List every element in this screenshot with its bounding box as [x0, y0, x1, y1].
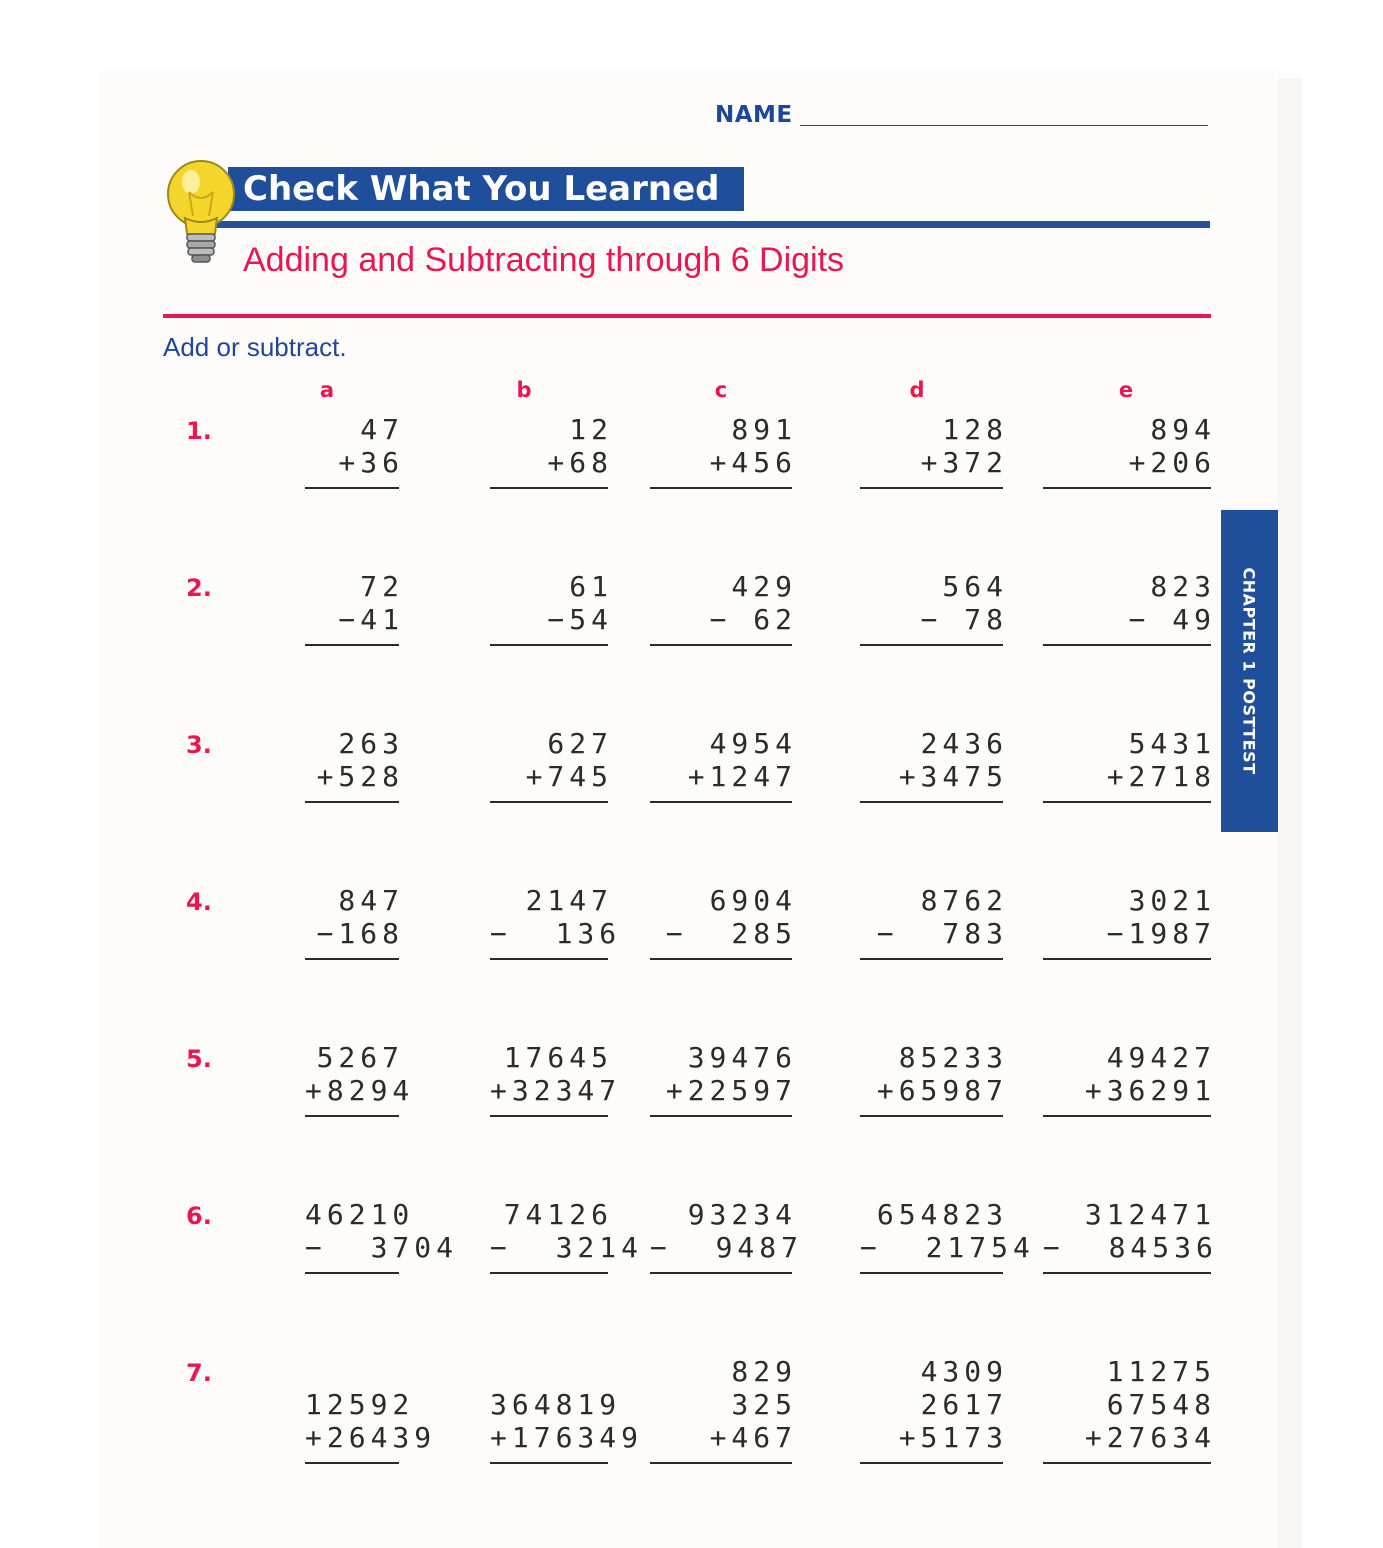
answer-line[interactable]: [860, 644, 1003, 646]
operand: 93234: [687, 1198, 797, 1231]
problem-row-number: 3.: [186, 731, 212, 759]
operand: 847: [338, 884, 404, 917]
math-problem: [490, 1198, 644, 1264]
math-problem: [650, 884, 797, 950]
answer-line[interactable]: [490, 644, 608, 646]
operand: 12592: [305, 1388, 415, 1421]
answer-line[interactable]: [1043, 958, 1211, 960]
math-problem: [650, 727, 797, 793]
answer-line[interactable]: [305, 487, 399, 489]
answer-line[interactable]: [490, 1272, 608, 1274]
answer-line[interactable]: [860, 958, 1003, 960]
operand: 312471: [1084, 1198, 1216, 1231]
column-letter-d: d: [909, 378, 925, 402]
answer-line[interactable]: [305, 1462, 399, 1464]
operand-with-operator: −168: [316, 917, 404, 950]
operand-with-operator: −54: [547, 603, 613, 636]
chapter-tab-label: CHAPTER 1 POSTTEST: [1239, 567, 1259, 775]
operand-with-operator: −1987: [1106, 917, 1216, 950]
math-problem: [1043, 1355, 1216, 1454]
operand-with-operator: +745: [525, 760, 613, 793]
red-rule: [163, 314, 1211, 318]
operand-with-operator: +1247: [687, 760, 797, 793]
operand: 891: [731, 413, 797, 446]
answer-line[interactable]: [1043, 1272, 1211, 1274]
operand-with-operator: − 783: [876, 917, 1008, 950]
operand-with-operator: +3475: [898, 760, 1008, 793]
operand-with-operator: +32347: [490, 1074, 622, 1107]
operand: 3021: [1128, 884, 1216, 917]
operand-with-operator: +27634: [1084, 1421, 1216, 1454]
operand: 429: [731, 570, 797, 603]
operand: 263: [338, 727, 404, 760]
operand: 128: [942, 413, 1008, 446]
answer-line[interactable]: [305, 1115, 399, 1117]
answer-line[interactable]: [650, 644, 792, 646]
worksheet-page: [98, 70, 1280, 1548]
operand: 17645: [503, 1041, 613, 1074]
math-problem: [650, 1198, 804, 1264]
name-line: [800, 125, 1208, 126]
math-problem: [490, 1388, 644, 1454]
operand: 67548: [1106, 1388, 1216, 1421]
math-problem: [650, 1355, 797, 1454]
answer-line[interactable]: [860, 487, 1003, 489]
operand-with-operator: − 78: [920, 603, 1008, 636]
math-problem: [490, 1041, 622, 1107]
operand: 11275: [1106, 1355, 1216, 1388]
operand-with-operator: +372: [920, 446, 1008, 479]
operand-with-operator: − 62: [709, 603, 797, 636]
answer-line[interactable]: [490, 487, 608, 489]
operand-with-operator: − 285: [665, 917, 797, 950]
operand: 72: [360, 570, 404, 603]
math-problem: [490, 727, 613, 793]
operand: 2617: [920, 1388, 1008, 1421]
operand: 6904: [709, 884, 797, 917]
page-title: Check What You Learned: [243, 169, 720, 209]
operand: 829: [731, 1355, 797, 1388]
answer-line[interactable]: [650, 958, 792, 960]
problem-row-number: 1.: [186, 417, 212, 445]
column-letter-a: a: [319, 378, 335, 402]
operand: 47: [360, 413, 404, 446]
answer-line[interactable]: [1043, 1462, 1211, 1464]
math-problem: [1043, 413, 1216, 479]
lightbulb-icon: [165, 158, 237, 270]
math-problem: [490, 570, 613, 636]
math-problem: [650, 1041, 797, 1107]
answer-line[interactable]: [650, 487, 792, 489]
operand: 894: [1150, 413, 1216, 446]
operand: 823: [1150, 570, 1216, 603]
operand-with-operator: −41: [338, 603, 404, 636]
column-letter-e: e: [1118, 378, 1134, 402]
answer-line[interactable]: [1043, 801, 1211, 803]
answer-line[interactable]: [1043, 644, 1211, 646]
math-problem: [1043, 570, 1216, 636]
operand: 654823: [876, 1198, 1008, 1231]
blue-rule: [215, 221, 1210, 228]
math-problem: [305, 884, 404, 950]
operand: 364819: [490, 1388, 622, 1421]
answer-line[interactable]: [490, 1462, 608, 1464]
answer-line[interactable]: [305, 958, 399, 960]
answer-line[interactable]: [860, 1272, 1003, 1274]
operand: 74126: [503, 1198, 613, 1231]
answer-line[interactable]: [860, 801, 1003, 803]
operand-with-operator: − 3214: [490, 1231, 644, 1264]
operand-with-operator: − 136: [490, 917, 622, 950]
math-problem: [1043, 884, 1216, 950]
operand-with-operator: +68: [547, 446, 613, 479]
answer-line[interactable]: [490, 1115, 608, 1117]
operand: 325: [731, 1388, 797, 1421]
operand-with-operator: +456: [709, 446, 797, 479]
answer-line[interactable]: [650, 1462, 792, 1464]
math-problem: [305, 727, 404, 793]
answer-line[interactable]: [650, 1115, 792, 1117]
operand-with-operator: +36291: [1084, 1074, 1216, 1107]
math-problem: [650, 570, 797, 636]
math-problem: [305, 1041, 415, 1107]
math-problem: [860, 1355, 1008, 1454]
operand-with-operator: +8294: [305, 1074, 415, 1107]
operand: 46210: [305, 1198, 415, 1231]
operand: 564: [942, 570, 1008, 603]
operand-with-operator: +22597: [665, 1074, 797, 1107]
problem-row-number: 2.: [186, 574, 212, 602]
operand-with-operator: +206: [1128, 446, 1216, 479]
column-letter-b: b: [516, 378, 532, 402]
math-problem: [305, 1198, 459, 1264]
operand-with-operator: +5173: [898, 1421, 1008, 1454]
answer-line[interactable]: [490, 958, 608, 960]
math-problem: [860, 413, 1008, 479]
answer-line[interactable]: [650, 1272, 792, 1274]
operand-with-operator: +467: [709, 1421, 797, 1454]
operand-with-operator: − 21754: [860, 1231, 1035, 1264]
answer-line[interactable]: [860, 1115, 1003, 1117]
instructions: Add or subtract.: [163, 332, 347, 362]
math-problem: [860, 1041, 1008, 1107]
answer-line[interactable]: [305, 644, 399, 646]
math-problem: [860, 727, 1008, 793]
math-problem: [490, 884, 622, 950]
operand: 5431: [1128, 727, 1216, 760]
column-letter-c: c: [714, 378, 728, 402]
operand-with-operator: − 9487: [650, 1231, 804, 1264]
operand: 39476: [687, 1041, 797, 1074]
operand: 12: [569, 413, 613, 446]
answer-line[interactable]: [490, 801, 608, 803]
answer-line[interactable]: [650, 801, 792, 803]
operand-with-operator: +176349: [490, 1421, 644, 1454]
operand: 4954: [709, 727, 797, 760]
answer-line[interactable]: [305, 801, 399, 803]
answer-line[interactable]: [860, 1462, 1003, 1464]
operand-with-operator: +528: [316, 760, 404, 793]
problem-row-number: 7.: [186, 1359, 212, 1387]
math-problem: [1043, 727, 1216, 793]
math-problem: [305, 413, 404, 479]
math-problem: [860, 884, 1008, 950]
math-problem: [860, 1198, 1035, 1264]
problem-row-number: 6.: [186, 1202, 212, 1230]
operand: 2436: [920, 727, 1008, 760]
answer-line[interactable]: [1043, 487, 1211, 489]
operand-with-operator: − 84536: [1043, 1231, 1218, 1264]
operand: 49427: [1106, 1041, 1216, 1074]
problem-row-number: 5.: [186, 1045, 212, 1073]
page-edge: [1278, 78, 1302, 1548]
math-problem: [1043, 1198, 1218, 1264]
page-subtitle: Adding and Subtracting through 6 Digits: [243, 241, 845, 279]
answer-line[interactable]: [305, 1272, 399, 1274]
problem-row-number: 4.: [186, 888, 212, 916]
name-label: NAME: [715, 102, 793, 128]
operand: 627: [547, 727, 613, 760]
math-problem: [1043, 1041, 1216, 1107]
operand-with-operator: +26439: [305, 1421, 437, 1454]
operand-with-operator: − 3704: [305, 1231, 459, 1264]
math-problem: [860, 570, 1008, 636]
operand: 61: [569, 570, 613, 603]
operand: 2147: [525, 884, 613, 917]
answer-line[interactable]: [1043, 1115, 1211, 1117]
operand: 4309: [920, 1355, 1008, 1388]
math-problem: [650, 413, 797, 479]
operand-with-operator: +65987: [876, 1074, 1008, 1107]
operand-with-operator: +36: [338, 446, 404, 479]
operand-with-operator: +2718: [1106, 760, 1216, 793]
operand: 85233: [898, 1041, 1008, 1074]
operand-with-operator: − 49: [1128, 603, 1216, 636]
math-problem: [305, 570, 404, 636]
operand: 5267: [316, 1041, 404, 1074]
operand: 8762: [920, 884, 1008, 917]
math-problem: [305, 1388, 437, 1454]
math-problem: [490, 413, 613, 479]
